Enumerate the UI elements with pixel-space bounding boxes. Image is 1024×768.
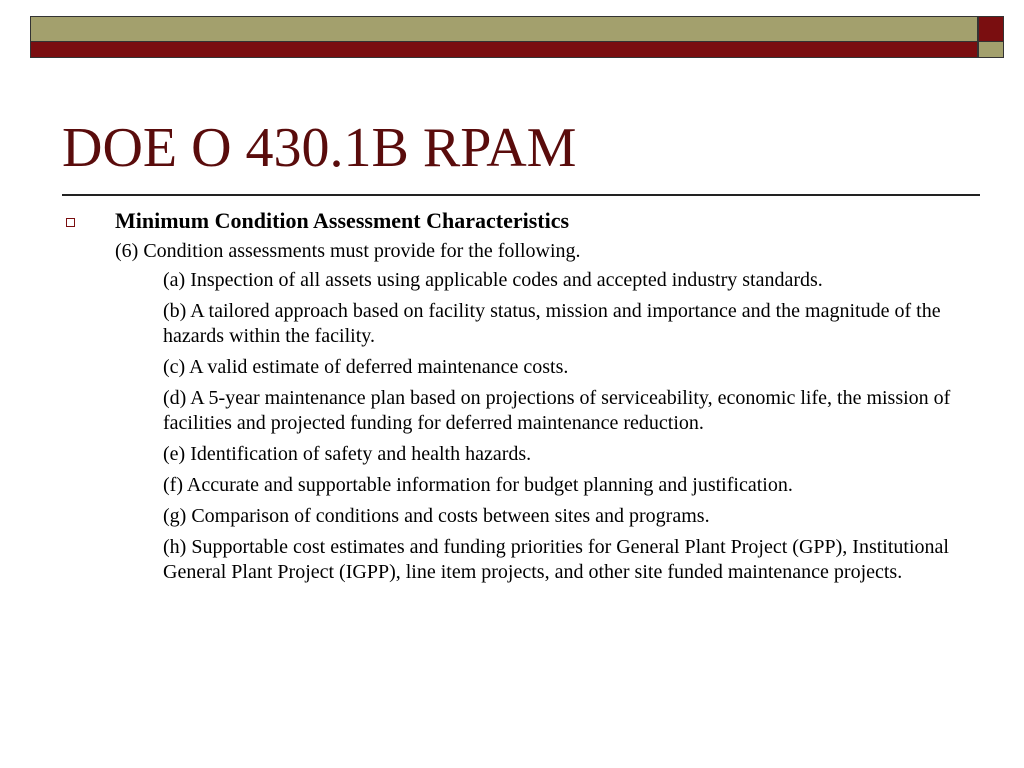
- banner-maroon-bar: [30, 42, 978, 58]
- list-item: (g) Comparison of conditions and costs between sites and programs.: [163, 505, 710, 527]
- bullet-heading-row: [0, 206, 1024, 238]
- hollow-square-bullet-icon: [66, 218, 75, 227]
- list-item: (a) Inspection of all assets using applicable codes and accepted industry standards.: [163, 269, 823, 291]
- banner-olive-bar: [30, 16, 978, 42]
- list-item: (b) A tailored approach based on facility status, mission and importance and the magnitude of the hazards within the facility.: [163, 300, 941, 347]
- list-item: (d) A 5-year maintenance plan based on projections of serviceability, economic life, the mission of facilities and projected funding for deferred maintenance reduction.: [163, 387, 951, 434]
- corner-olive-square: [978, 42, 1004, 58]
- corner-maroon-square: [978, 16, 1004, 42]
- slide-body: [0, 206, 1024, 591]
- slide-title: DOE O 430.1B RPAM: [62, 117, 577, 179]
- bullet-heading: Minimum Condition Assessment Characteristics: [115, 208, 570, 233]
- list-item: (c) A valid estimate of deferred maintenance costs.: [163, 356, 569, 378]
- title-divider: [62, 194, 980, 196]
- list-item: (e) Identification of safety and health hazards.: [163, 443, 532, 465]
- list-item: (f) Accurate and supportable information for budget planning and justification.: [163, 474, 793, 496]
- bullet-lead-text: (6) Condition assessments must provide for the following.: [115, 240, 581, 262]
- list-item: (h) Supportable cost estimates and funding priorities for General Plant Project (GPP), Institutional General Plant Project (IGPP), line item projects, and other site funded maintenance projects.: [163, 536, 949, 583]
